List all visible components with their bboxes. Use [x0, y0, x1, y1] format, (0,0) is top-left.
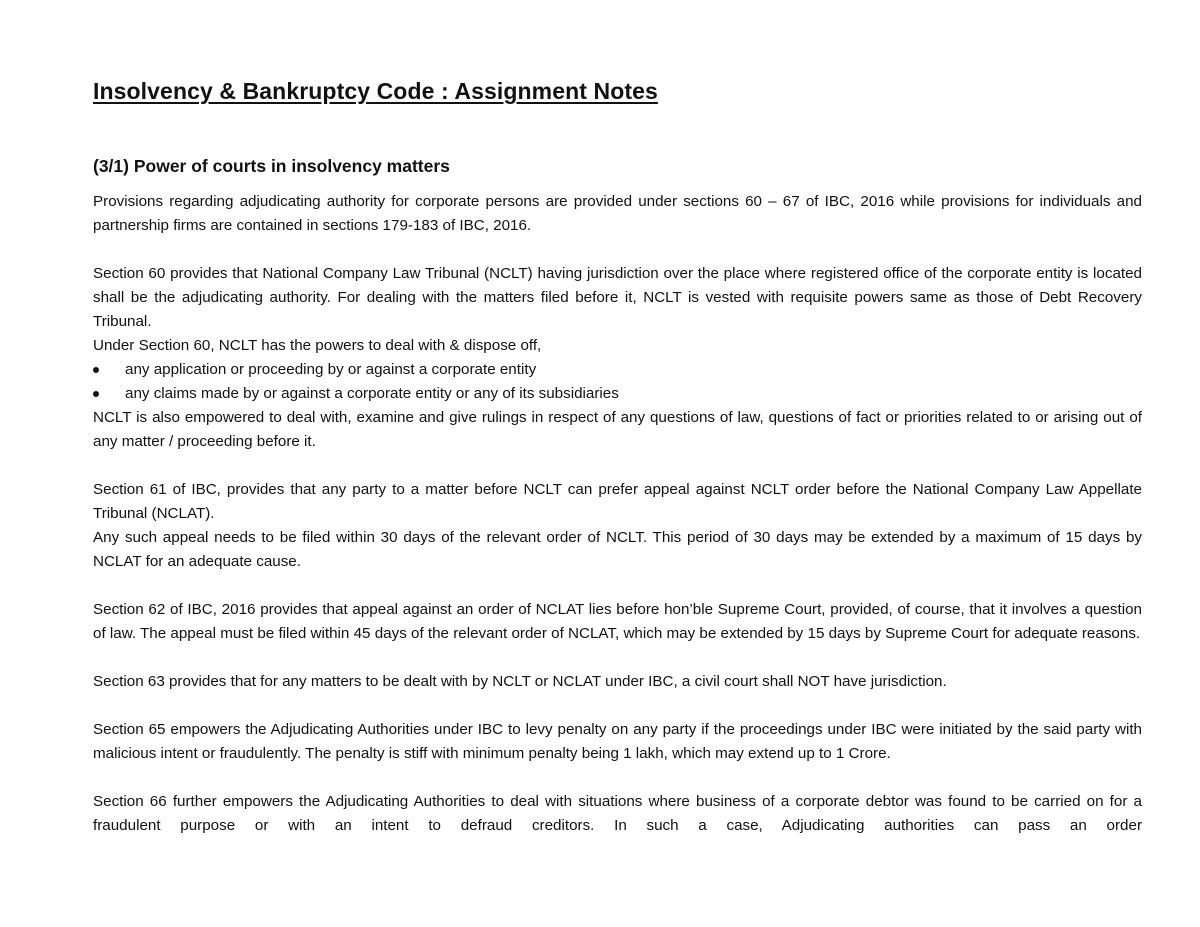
paragraph-provisions: Provisions regarding adjudicating authority for corporate persons are provided under sections 60 – 67 of IBC, 2016 while provisions for individuals and partnership firms are contained in sections 179-183 of IBC, 2016. — [93, 193, 1142, 234]
paragraph-section-66: Section 66 further empowers the Adjudicating Authorities to deal with situations where business of a corporate debtor was found to be carried on for a fraudulent purpose or with an intent to defraud creditors. In such a case, Adjudicating authorities can pass an order — [93, 793, 1142, 834]
spacer — [93, 766, 1142, 790]
paragraph-section-62: Section 62 of IBC, 2016 provides that appeal against an order of NCLAT lies before hon’ble Supreme Court, provided, of course, that it involves a question of law. The appeal must be filed within 45 days of the relevant order of NCLAT, which may be extended by 15 days by Supreme Court for adequate reasons. — [93, 601, 1142, 642]
paragraph-nclt-empowered: NCLT is also empowered to deal with, examine and give rulings in respect of any questions of law, questions of fact or priorities related to or arising out of any matter / proceeding before it. — [93, 409, 1142, 450]
paragraph-section-61: Section 61 of IBC, provides that any party to a matter before NCLT can prefer appeal against NCLT order before the National Company Law Appellate Tribunal (NCLAT). — [93, 481, 1142, 522]
list-item-text: any application or proceeding by or against a corporate entity — [125, 361, 537, 378]
document-page — [93, 76, 1142, 838]
document-title: Insolvency & Bankruptcy Code : Assignment Notes — [93, 78, 658, 104]
powers-list — [93, 358, 1142, 406]
list-item-text: any claims made by or against a corporate entity or any of its subsidiaries — [125, 385, 619, 402]
bullet-icon — [93, 391, 99, 397]
spacer — [93, 238, 1142, 262]
paragraph-section-60: Section 60 provides that National Company Law Tribunal (NCLT) having jurisdiction over the place where registered office of the corporate entity is located shall be the adjudicating authority. For dealing with the matters filed before it, NCLT is vested with requisite powers same as those of Debt Recovery Tribunal. — [93, 265, 1142, 330]
list-item — [93, 358, 1142, 382]
paragraph-appeal-period: Any such appeal needs to be filed within 30 days of the relevant order of NCLT. This period of 30 days may be extended by a maximum of 15 days by NCLAT for an adequate cause. — [93, 529, 1142, 570]
paragraph-section-60-powers: Under Section 60, NCLT has the powers to deal with & dispose off, — [93, 337, 542, 354]
section-heading: (3/1) Power of courts in insolvency matters — [93, 156, 450, 176]
paragraph-section-63: Section 63 provides that for any matters to be dealt with by NCLT or NCLAT under IBC, a civil court shall NOT have jurisdiction. — [93, 673, 947, 690]
paragraph-section-65: Section 65 empowers the Adjudicating Authorities under IBC to levy penalty on any party if the proceedings under IBC were initiated by the said party with malicious intent or fraudulently. The penalty is stiff with minimum penalty being 1 lakh, which may extend up to 1 Crore. — [93, 721, 1142, 762]
spacer — [93, 694, 1142, 718]
spacer — [93, 574, 1142, 598]
spacer — [93, 646, 1142, 670]
list-item — [93, 382, 1142, 406]
bullet-icon — [93, 367, 99, 373]
spacer — [93, 454, 1142, 478]
